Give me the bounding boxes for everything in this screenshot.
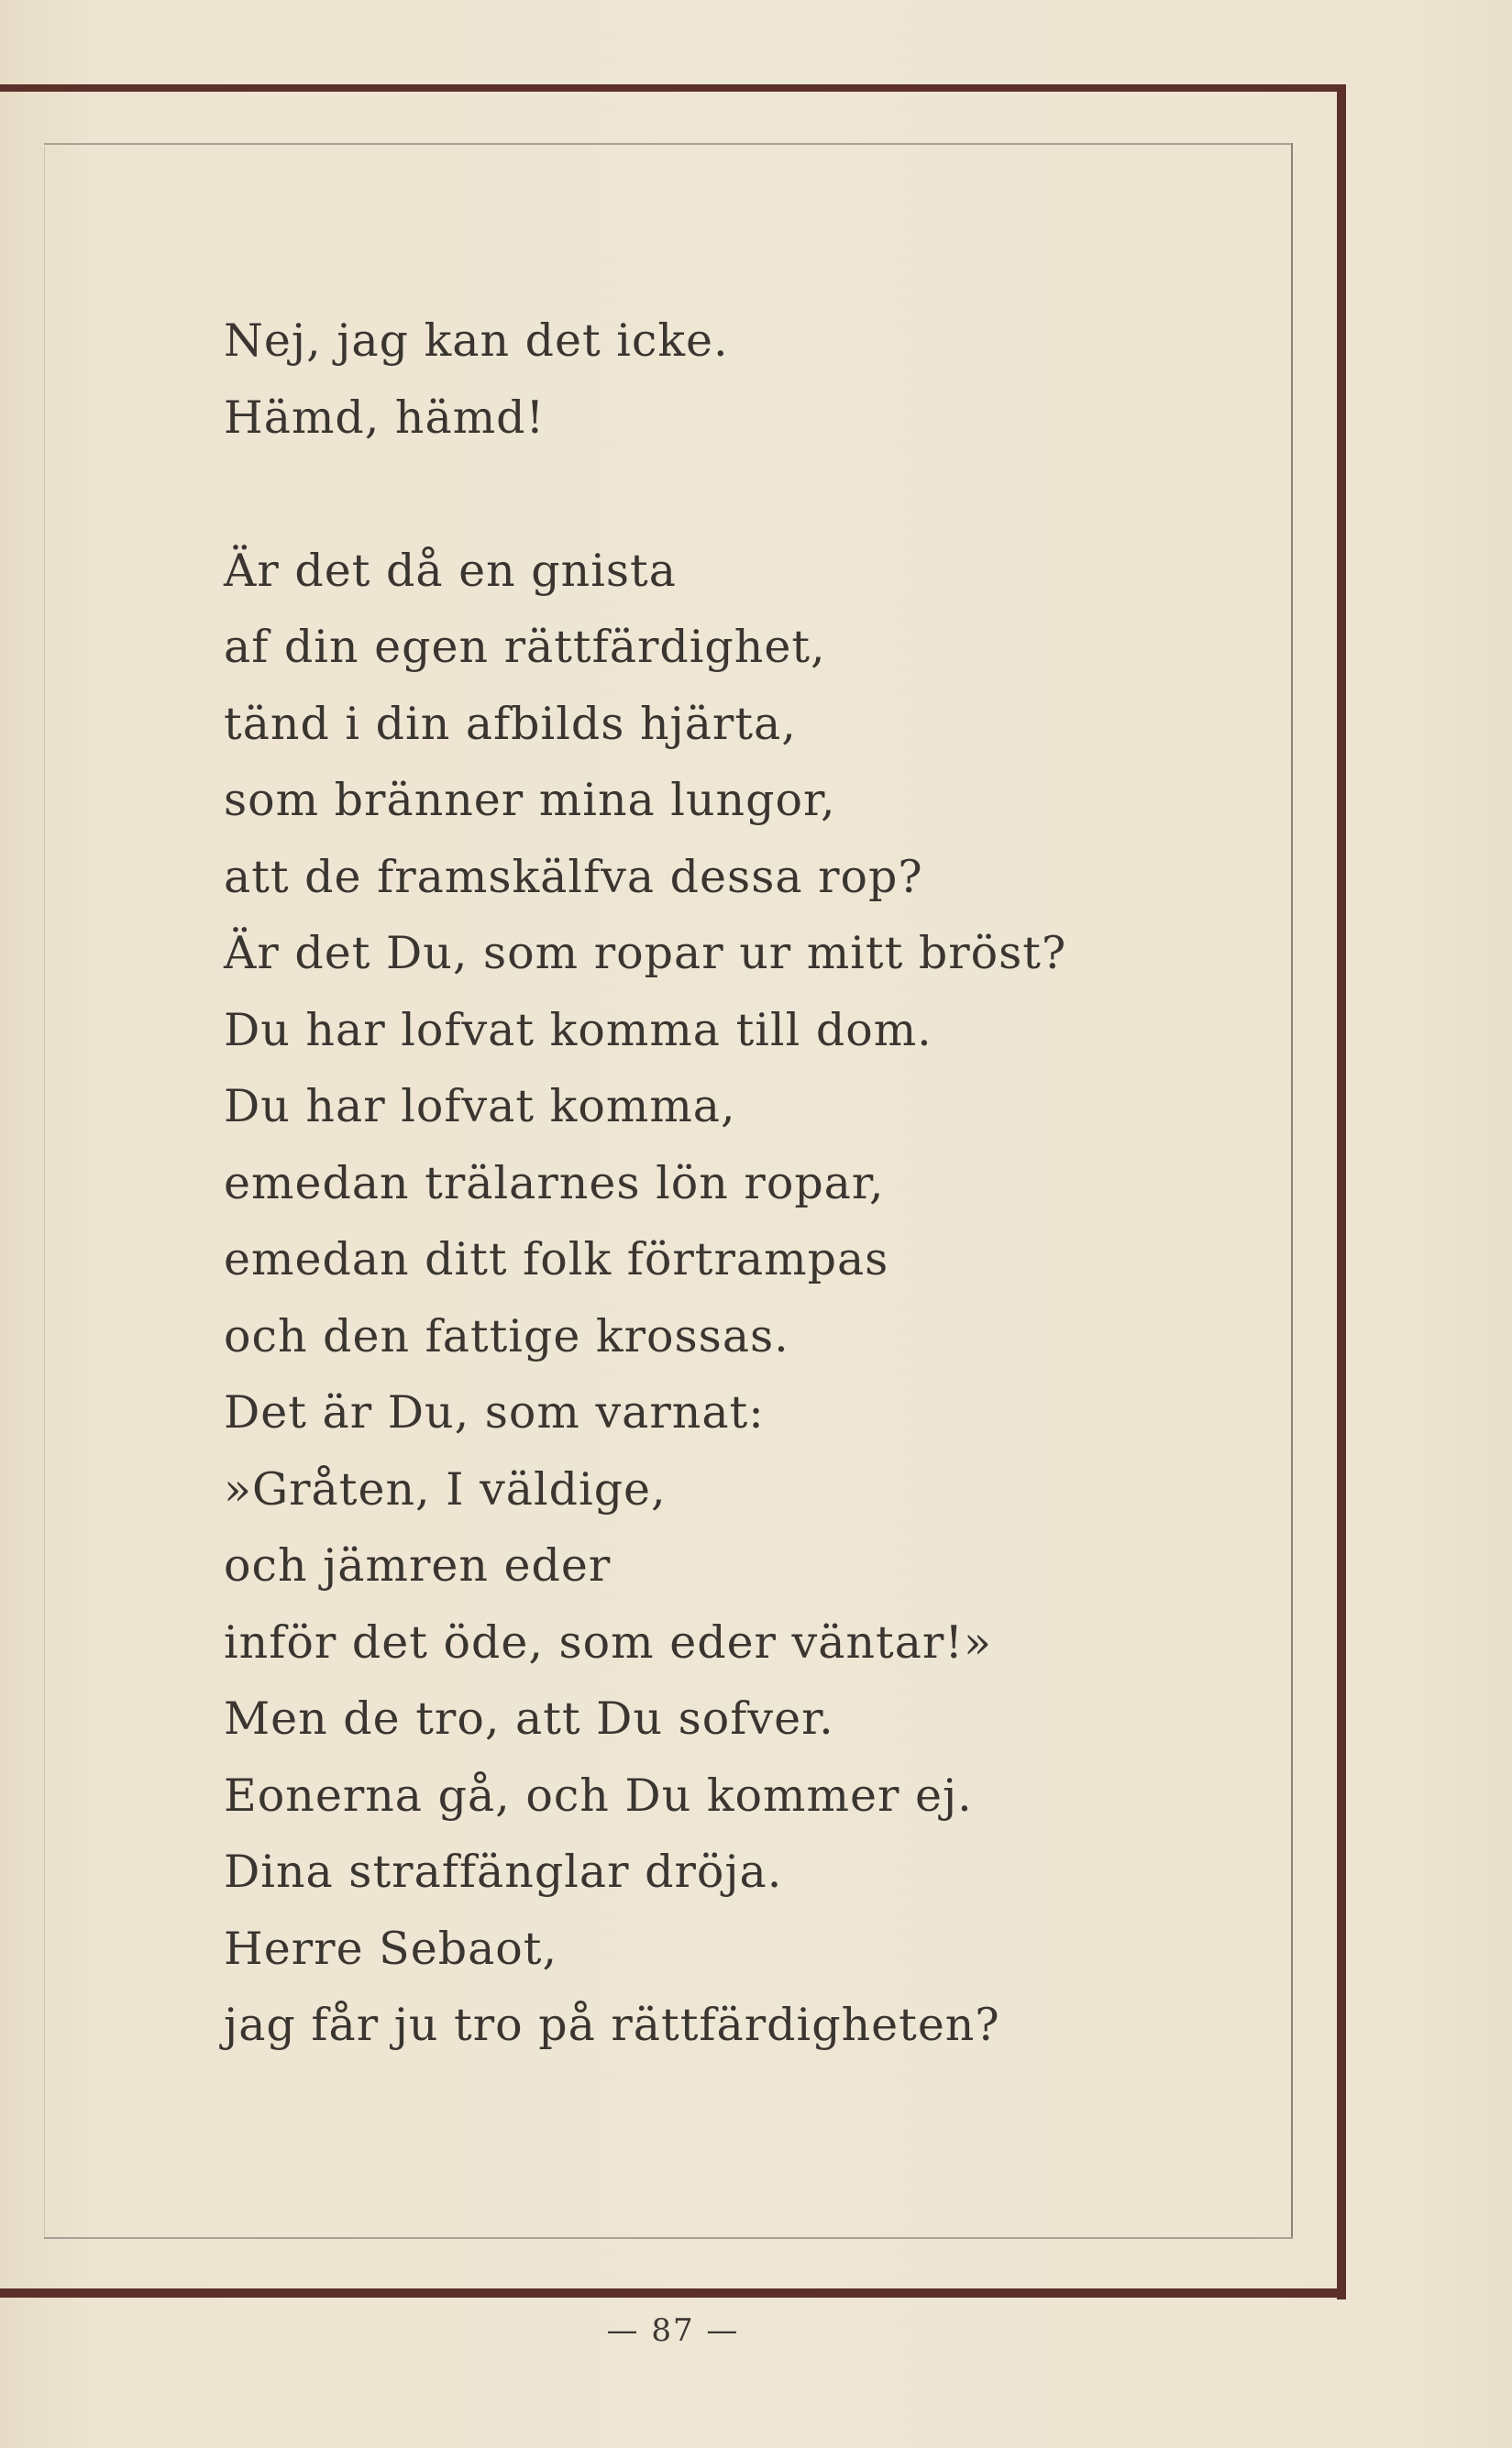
inner-frame-bottom	[44, 2237, 1293, 2239]
poem-line: Hämd, hämd!	[224, 391, 546, 444]
frame-top-rule	[0, 84, 1346, 92]
inner-frame-left	[44, 147, 45, 2237]
poem-line: Du har lofvat komma till dom.	[224, 1003, 933, 1056]
inner-frame-right	[1291, 143, 1293, 2239]
poem-line: att de framskälfva dessa rop?	[224, 850, 923, 903]
poem-line: och jämren eder	[224, 1539, 612, 1592]
poem-line: emedan trälarnes lön ropar,	[224, 1156, 885, 1209]
poem-line: Du har lofvat komma,	[224, 1080, 736, 1132]
poem-line: inför det öde, som eder väntar!»	[224, 1615, 993, 1669]
poem-line: som bränner mina lungor,	[224, 774, 836, 826]
stanza-break	[224, 456, 1278, 533]
poem-line: »Gråten, I väldige,	[224, 1462, 667, 1516]
poem-line: tänd i din afbilds hjärta,	[224, 697, 797, 750]
frame-bottom-rule	[0, 2288, 1346, 2298]
poem-line: och den fattige krossas.	[224, 1309, 789, 1362]
poem-line: Är det då en gnista	[224, 544, 677, 597]
poem-line: jag får ju tro på rättfärdigheten?	[224, 1999, 1000, 2051]
poem-line: Herre Sebaot,	[224, 1922, 558, 1975]
page-number: — 87 —	[606, 2312, 740, 2349]
frame-right-rule	[1337, 84, 1346, 2299]
inner-frame-top	[44, 143, 1291, 145]
poem-line: Dina straffänglar dröja.	[224, 1846, 783, 1898]
poem-text	[224, 303, 1278, 2064]
poem-line: Det är Du, som varnat:	[224, 1386, 765, 1439]
poem-line: emedan ditt folk förtrampas	[224, 1233, 889, 1285]
poem-line: Är det Du, som ropar ur mitt bröst?	[224, 927, 1067, 979]
poem-line: Men de tro, att Du sofver.	[224, 1693, 834, 1745]
poem-line: af din egen rättfärdighet,	[224, 621, 826, 673]
poem-line: Nej, jag kan det icke.	[224, 314, 729, 367]
poem-line: Eonerna gå, och Du kommer ej.	[224, 1769, 973, 1822]
